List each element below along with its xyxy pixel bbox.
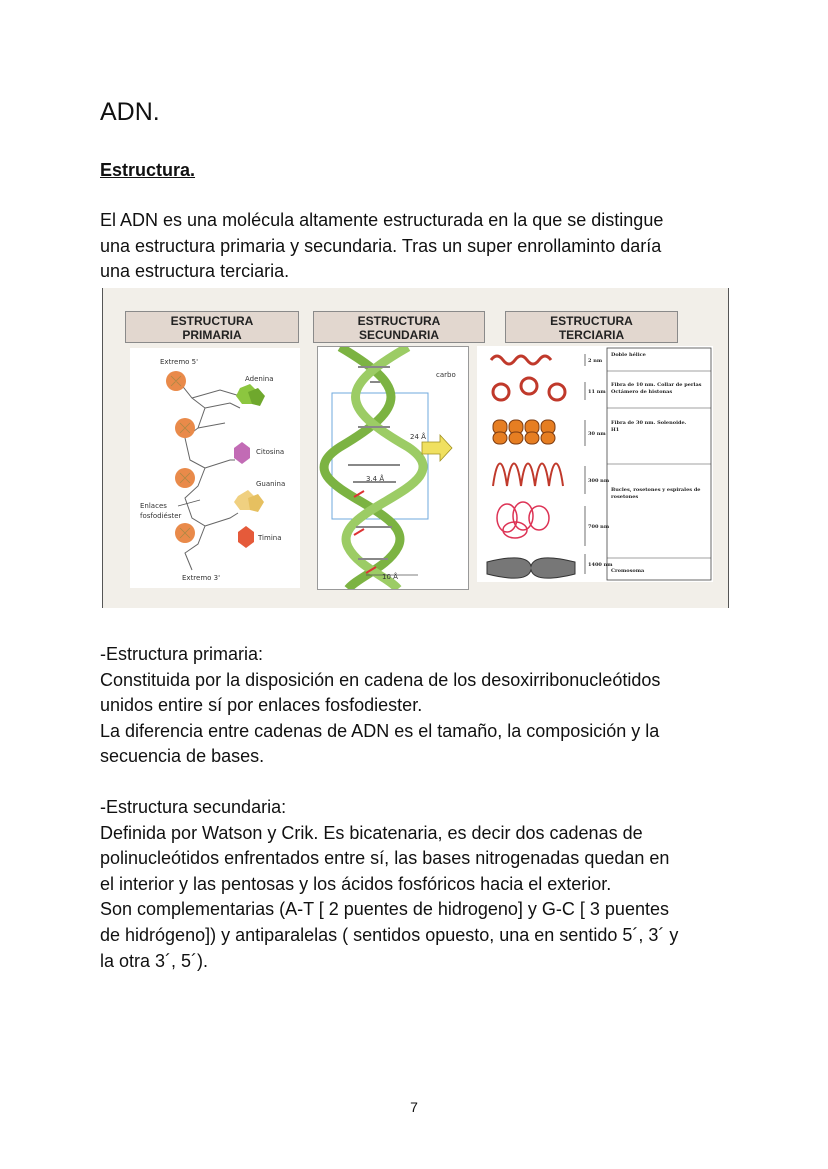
label-fibra-10nm: Fibra de 10 nm. Collar de perlas <box>611 382 702 388</box>
header-terciaria <box>505 311 678 343</box>
scale-2nm: 2 nm <box>588 358 603 364</box>
primaria-line: secuencia de bases. <box>100 746 265 767</box>
label-10a: 10 Å <box>382 573 398 581</box>
scale-700nm: 700 nm <box>588 524 610 530</box>
scale-300nm: 300 nm <box>588 478 610 484</box>
label-bucles: Bucles, rosetones y espirales de <box>611 487 701 493</box>
double-helix-diagram <box>318 347 468 589</box>
intro-line: El ADN es una molécula altamente estructurada en la que se distingue <box>100 210 664 230</box>
primaria-line: unidos entire sí por enlaces fosfodiester. <box>100 695 423 716</box>
primaria-section <box>100 642 740 770</box>
header-terciaria-line1: ESTRUCTURA <box>550 314 633 328</box>
intro-line: una estructura primaria y secundaria. Tras un super enrollaminto daría <box>100 235 662 256</box>
scale-1400nm: 1400 nm <box>588 562 613 568</box>
section-subtitle: Estructura. <box>100 160 196 180</box>
panel-primaria <box>130 348 300 588</box>
primaria-line: Constituida por la disposición en cadena de los desoxirribonucleótidos <box>100 669 661 690</box>
label-citosina: Citosina <box>256 448 285 456</box>
scale-11nm: 11 nm <box>588 389 606 395</box>
label-fibra-30nm: Fibra de 30 nm. Solenoide. <box>611 420 687 426</box>
scale-30nm: 30 nm <box>588 431 606 437</box>
label-guanina: Guanina <box>256 480 286 488</box>
label-h1: H1 <box>611 427 620 433</box>
secundaria-line: la otra 3´, 5´). <box>100 950 209 971</box>
header-primaria-line1: ESTRUCTURA <box>170 314 254 328</box>
label-extremo3: Extremo 3' <box>182 574 221 582</box>
primaria-heading: -Estructura primaria: <box>100 644 264 664</box>
intro-line: una estructura terciaria. <box>100 261 290 282</box>
secundaria-line: Son complementarias (A-T [ 2 puentes de hidrogeno] y G-C [ 3 puentes <box>100 899 669 920</box>
panel-terciaria <box>477 346 713 582</box>
label-extremo5: Extremo 5' <box>160 358 199 366</box>
label-carbo: carbo <box>436 371 456 379</box>
dna-structure-figure <box>102 288 729 608</box>
label-24a: 24 Å <box>410 433 426 441</box>
header-terciaria-line2: TERCIARIA <box>558 328 625 342</box>
secundaria-line: polinucleótidos enfrentados entre sí, las bases nitrogenadas quedan en <box>100 848 670 869</box>
secundaria-line: Definida por Watson y Crik. Es bicatenaria, es decir dos cadenas de <box>100 822 643 843</box>
primaria-line: La diferencia entre cadenas de ADN es el tamaño, la composición y la <box>100 720 660 741</box>
secundaria-line: el interior y las pentosas y los ácidos fosfóricos hacia el exterior. <box>100 873 612 894</box>
header-secundaria <box>313 311 485 343</box>
label-timina: Timina <box>258 534 282 542</box>
label-doble-helice: Doble hélice <box>611 352 646 358</box>
label-octamero: Octámero de histonas <box>611 389 673 395</box>
header-primaria <box>125 311 299 343</box>
timina-base-icon <box>238 526 254 548</box>
panel-secundaria <box>317 346 469 590</box>
intro-paragraph <box>100 208 740 285</box>
label-adenina: Adenina <box>245 375 274 383</box>
chromatin-levels-diagram <box>477 346 713 582</box>
label-rosetones: rosetones <box>611 494 639 500</box>
label-fosfodiester: fosfodiéster <box>140 512 182 520</box>
secundaria-heading: -Estructura secundaria: <box>100 797 287 817</box>
arrow-right-icon <box>422 435 452 461</box>
header-primaria-line2: PRIMARIA <box>182 328 242 342</box>
label-cromosoma: Cromosoma <box>611 568 645 574</box>
secundaria-section <box>100 795 740 974</box>
label-enlaces: Enlaces <box>140 502 167 510</box>
citosina-base-icon <box>234 442 250 464</box>
header-secundaria-line2: SECUNDARIA <box>358 328 439 342</box>
primary-structure-diagram <box>130 348 300 588</box>
secundaria-line: de hidrógeno]) y antiparalelas ( sentidos opuesto, una en sentido 5´, 3´ y <box>100 924 679 945</box>
document-title: ADN. <box>100 98 160 126</box>
page-number: 7 <box>410 1099 418 1115</box>
label-34a: 3.4 Å <box>366 475 385 483</box>
chromosome-icon <box>487 558 575 578</box>
header-secundaria-line1: ESTRUCTURA <box>357 314 441 328</box>
